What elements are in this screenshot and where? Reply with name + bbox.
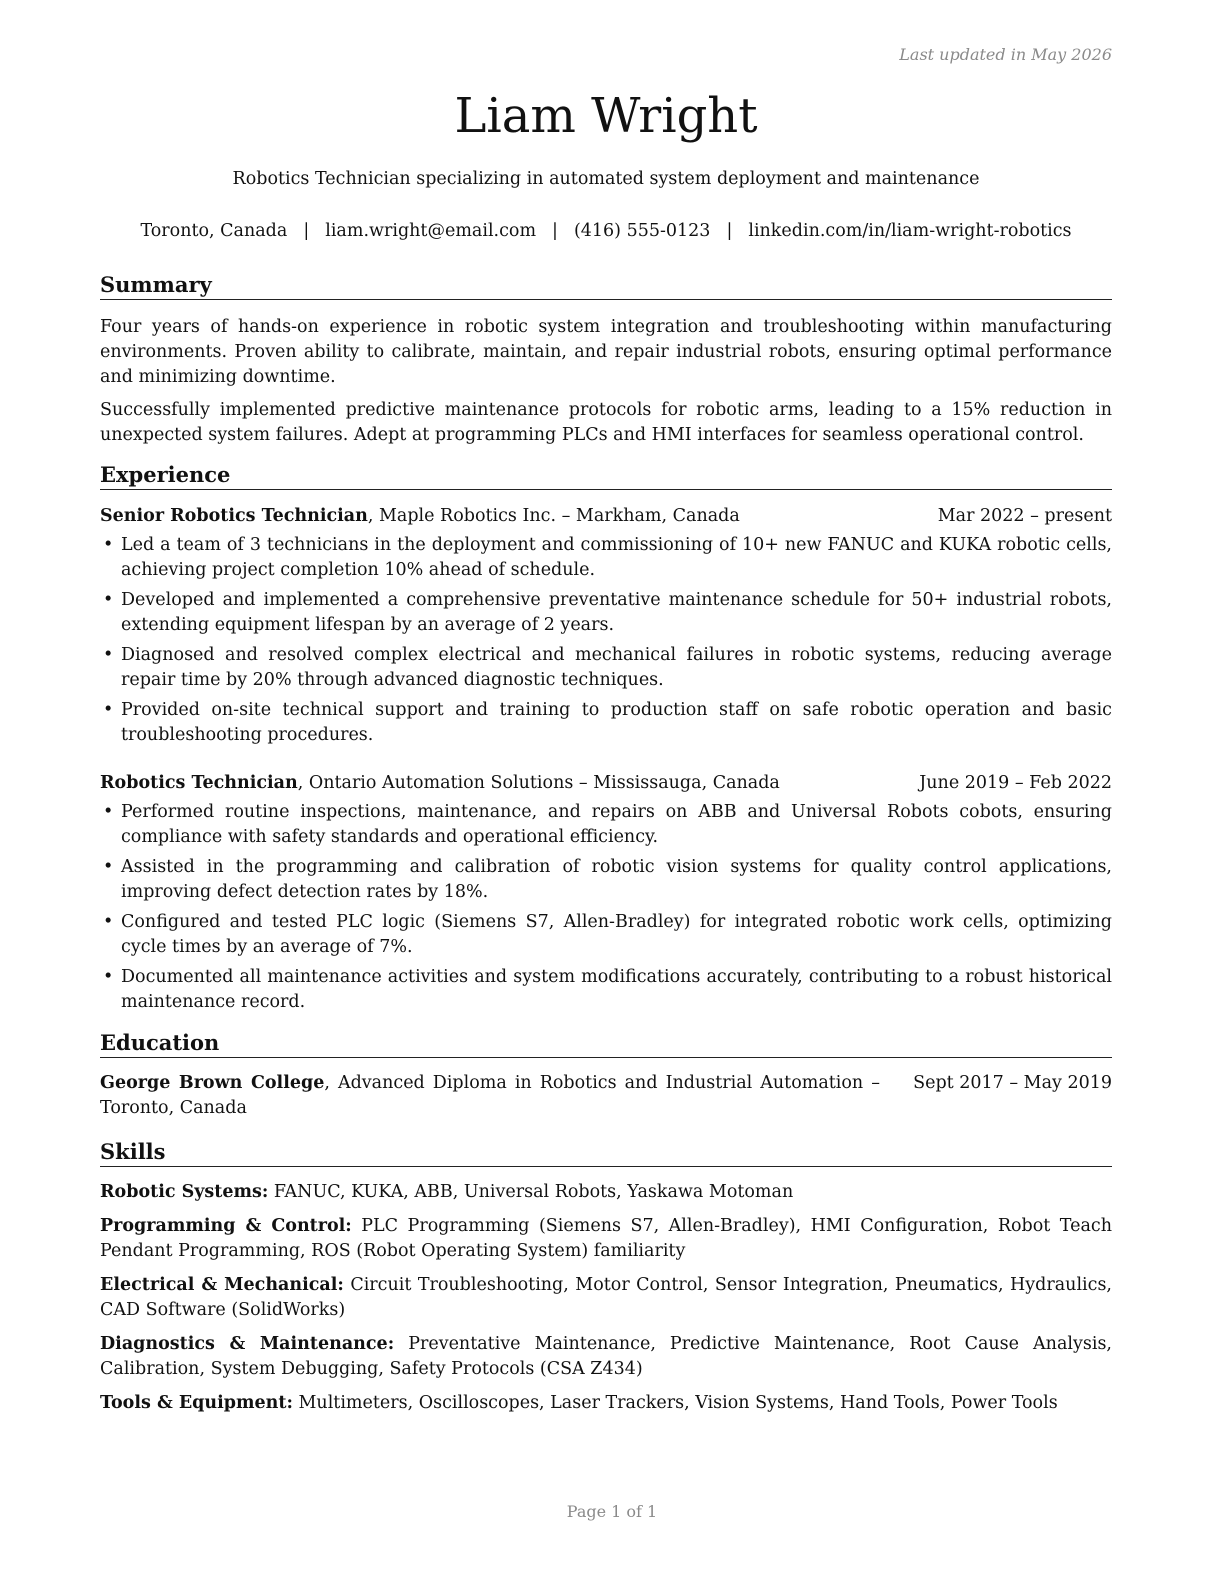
skill-category: Tools & Equipment: [100,1393,293,1413]
job-entry [100,504,1112,748]
job-title-line [100,771,780,796]
job-entry [100,771,1112,1015]
bullet-icon: • [103,700,114,720]
summary-section [100,272,1112,448]
job-bullet [100,533,1112,583]
skill-row [100,1273,1112,1323]
job-bullet [100,855,1112,905]
skill-row [100,1214,1112,1264]
skill-row [100,1391,1112,1416]
job-organization: , Maple Robotics Inc. – Markham, Canada [367,506,740,526]
bullet-text: Developed and implemented a comprehensive preventative maintenance schedule for 50+ industrial robots, extending equipment lifespan by an average of 2 years. [121,590,1112,635]
education-program: , Advanced Diploma in Robotics and Industrial Automation – Toronto, Canada [100,1073,880,1118]
education-section [100,1030,1112,1121]
contact-email[interactable]: liam.wright@email.com [325,221,537,241]
experience-section [100,462,1112,1015]
contact-line [100,220,1112,242]
education-dates: Sept 2017 – May 2019 [913,1073,1112,1093]
summary-paragraph: Four years of hands-on experience in robotic system integration and troubleshooting within manufacturing environments. Proven ability to calibrate, maintain, and repair industrial robots, ensuring optimal performance and minimizing downtime. [100,317,1112,387]
bullet-icon: • [103,645,114,665]
resume-body [100,272,1112,1425]
job-bullet [100,800,1112,850]
candidate-name: Liam Wright [454,88,758,144]
skill-category: Programming & Control: [100,1216,352,1236]
contact-location: Toronto, Canada [140,221,288,241]
education-details [100,1071,880,1121]
skill-values: Circuit Troubleshooting, Motor Control, Sensor Integration, Pneumatics, Hydraulics, CAD Software (SolidWorks) [100,1275,1112,1320]
job-dates: Mar 2022 – present [937,506,1112,526]
contact-phone[interactable]: (416) 555-0123 [573,221,711,241]
skill-category: Robotic Systems: [100,1182,269,1202]
candidate-headline: Robotics Technician specializing in automated system deployment and maintenance [232,169,980,189]
skills-list [100,1180,1112,1416]
skill-values: FANUC, KUKA, ABB, Universal Robots, Yaskawa Motoman [268,1182,794,1202]
summary-paragraph: Successfully implemented predictive maintenance protocols for robotic arms, leading to a 15% reduction in unexpected system failures. Adept at programming PLCs and HMI interfaces for seamless operational control. [100,400,1112,445]
job-bullets [100,533,1112,748]
job-role: Senior Robotics Technician [100,506,368,526]
bullet-text: Assisted in the programming and calibration of robotic vision systems for quality control applications, improving defect detection rates by 18%. [121,857,1112,902]
job-title-line [100,504,740,529]
skill-category: Diagnostics & Maintenance: [100,1334,395,1354]
job-bullet [100,588,1112,638]
section-title-skills: Skills [100,1139,1112,1167]
bullet-text: Led a team of 3 technicians in the deployment and commissioning of 10+ new FANUC and KUKA robotic cells, achieving project completion 10% ahead of schedule. [121,535,1112,580]
bullet-text: Provided on-site technical support and training to production staff on safe robotic operation and basic troubleshooting procedures. [121,700,1112,745]
job-header [100,504,1112,529]
contact-separator: | [726,221,733,241]
job-bullet [100,965,1112,1015]
bullet-icon: • [103,535,114,555]
section-title-experience: Experience [100,462,1112,490]
bullet-icon: • [103,802,114,822]
job-header [100,771,1112,796]
summary-text [100,315,1112,448]
bullet-text: Performed routine inspections, maintenance, and repairs on ABB and Universal Robots cobots, ensuring compliance with safety standards and operational efficiency. [121,802,1112,847]
section-title-summary: Summary [100,272,1112,300]
job-bullet [100,910,1112,960]
bullet-icon: • [103,857,114,877]
bullet-text: Documented all maintenance activities and system modifications accurately, contributing to a robust historical maintenance record. [121,967,1112,1012]
last-updated-note: Last updated in May 2026 [899,45,1112,64]
skill-values: PLC Programming (Siemens S7, Allen-Bradley), HMI Configuration, Robot Teach Pendant Programming, ROS (Robot Operating System) familiarity [100,1216,1112,1261]
education-school: George Brown College [100,1073,325,1093]
skills-section [100,1139,1112,1416]
section-title-education: Education [100,1030,1112,1058]
contact-separator: | [303,221,310,241]
education-entry [100,1071,1112,1121]
bullet-text: Configured and tested PLC logic (Siemens S7, Allen-Bradley) for integrated robotic work cells, optimizing cycle times by an average of 7%. [121,912,1112,957]
bullet-icon: • [103,967,114,987]
bullet-icon: • [103,590,114,610]
job-bullet [100,643,1112,693]
job-organization: , Ontario Automation Solutions – Mississauga, Canada [297,773,780,793]
skill-values: Multimeters, Oscilloscopes, Laser Trackers, Vision Systems, Hand Tools, Power Tools [292,1393,1058,1413]
skill-values: Preventative Maintenance, Predictive Maintenance, Root Cause Analysis, Calibration, System Debugging, Safety Protocols (CSA Z434) [100,1334,1112,1379]
contact-linkedin[interactable]: linkedin.com/in/liam-wright-robotics [748,221,1072,241]
bullet-icon: • [103,912,114,932]
job-role: Robotics Technician [100,773,298,793]
contact-separator: | [552,221,558,241]
skill-category: Electrical & Mechanical: [100,1275,344,1295]
job-dates: June 2019 – Feb 2022 [919,773,1112,793]
job-bullets [100,800,1112,1015]
job-bullet [100,698,1112,748]
page-footer: Page 1 of 1 [566,1502,658,1521]
skill-row [100,1180,1112,1205]
skill-row [100,1332,1112,1382]
bullet-text: Diagnosed and resolved complex electrical and mechanical failures in robotic systems, reducing average repair time by 20% through advanced diagnostic techniques. [121,645,1112,690]
